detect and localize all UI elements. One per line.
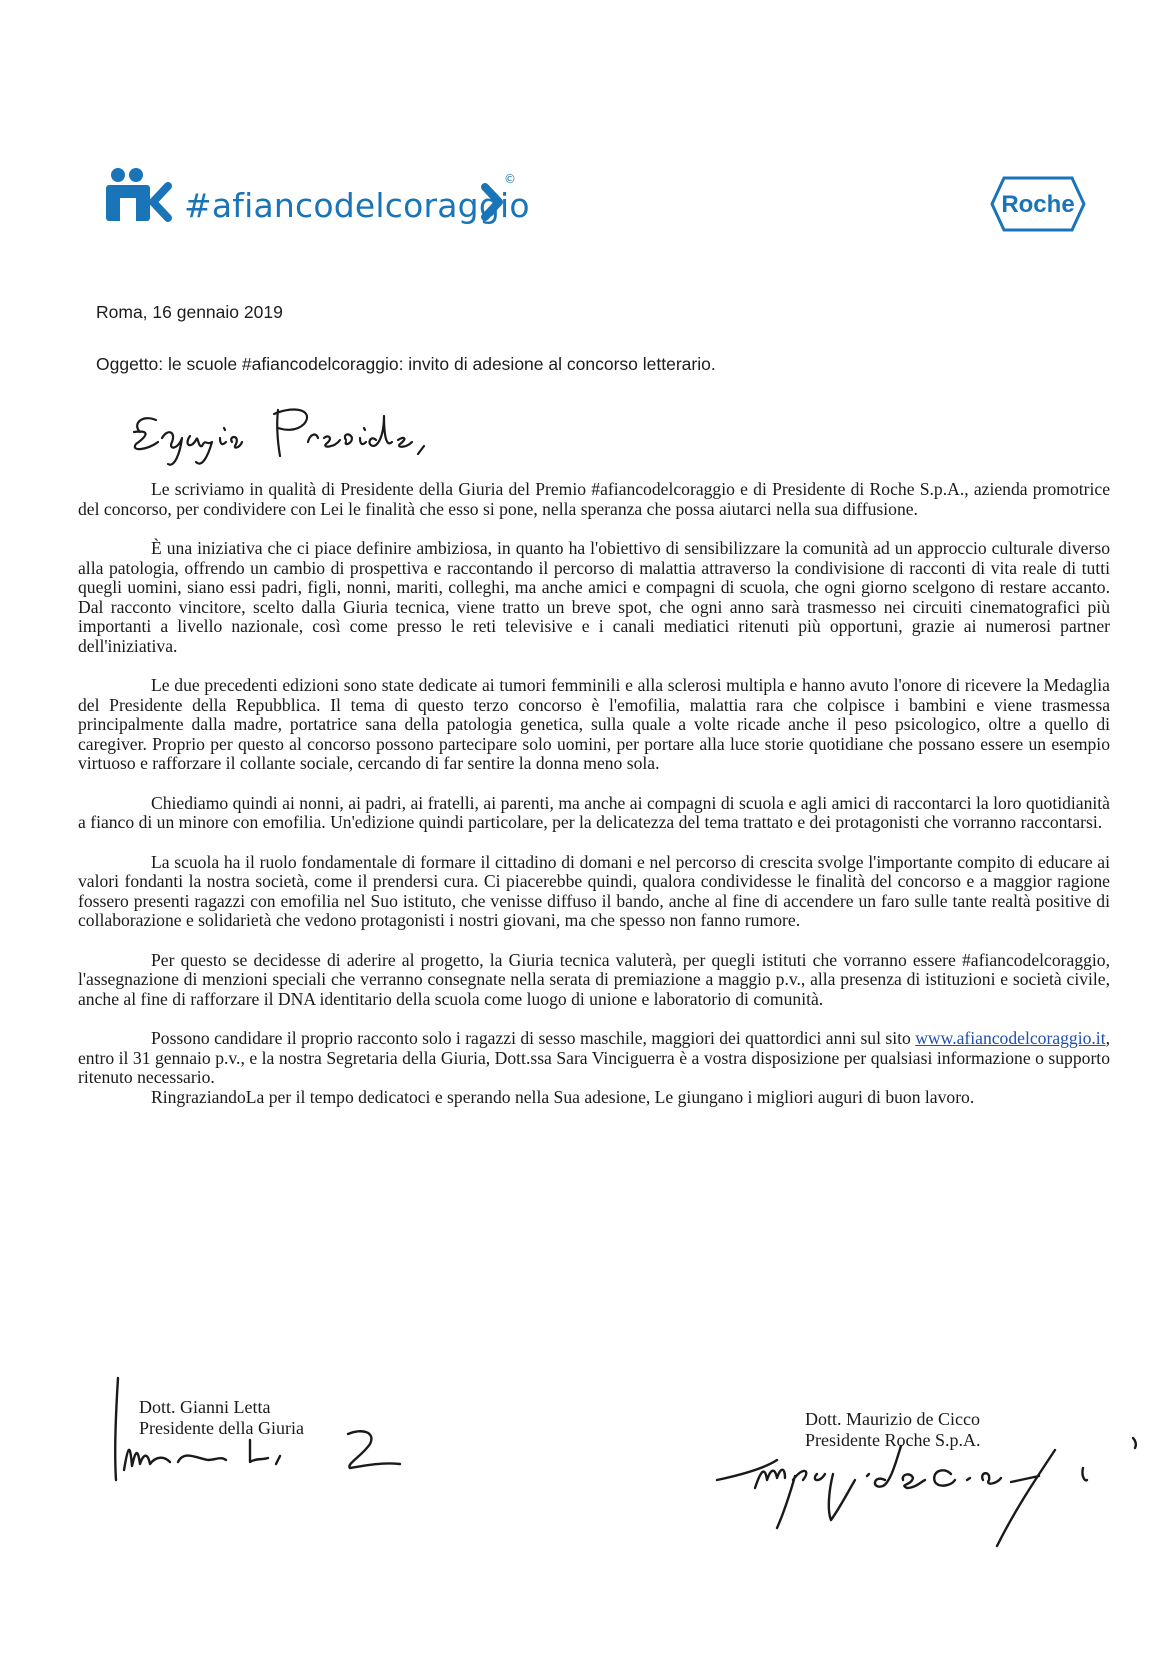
people-icon xyxy=(106,168,186,228)
place-date: Roma, 16 gennaio 2019 xyxy=(96,302,283,322)
paragraph-7 xyxy=(78,1029,1110,1088)
signature-left-handwritten xyxy=(100,1370,420,1490)
handwritten-salutation xyxy=(128,398,448,472)
signer-left-name: Dott. Gianni Letta xyxy=(139,1397,271,1417)
paragraph-4: Chiediamo quindi ai nonni, ai padri, ai fratelli, ai parenti, ma anche ai compagni di scuola e agli amici di raccontarci la loro quotidianità a fianco di un minore con emofilia. Un'edizione quindi particolare, per la delicatezza del tema trattato e dei protagonisti che vorranno raccontarsi. xyxy=(78,792,1110,832)
paragraph-5: La scuola ha il ruolo fondamentale di formare il cittadino di domani e nel percorso di crescita svolge l'importante compito di educare ai valori fondanti la nostra società, come il prendersi cura. Ci piacerebbe quindi, qualora condividesse le finalità del concorso e a maggior ragione fossero presenti ragazzi con emofilia nel Suo istituto, che venisse diffuso il bando, anche al fine di accendere un faro sulle tante realtà positive di collaborazione e solidarietà che vedono protagonisti i nostri giovani, ma che spesso non fanno rumore. xyxy=(78,851,1110,930)
signature-right-handwritten xyxy=(715,1410,1165,1570)
letter-body xyxy=(78,480,1110,1127)
website-link[interactable]: www.afiancodelcoraggio.it xyxy=(915,1028,1106,1048)
copyright-mark: © xyxy=(504,172,516,186)
paragraph-2: È una iniziativa che ci piace definire ambiziosa, in quanto ha l'obiettivo di sensibilizzare la comunità ad un approccio culturale diverso alla patologia, offrendo un cambio di prospettiva e raccontando il percorso di malattia attraverso la condivisione di racconti di vita reale di tutti quegli uomini, siano essi padri, figli, nonni, mariti, colleghi, ma anche amici e compagni di scuola, che ogni giorno scelgono di restare accanto. Dal racconto vincitore, scelto dalla Giuria tecnica, viene tratto un breve spot, che ogni anno sarà trasmesso nei circuiti cinematografici più importanti a livello nazionale, così come presso le reti televisive e i canali mediatici ritenuti più opportuni, grazie ai numerosi partner dell'iniziativa. xyxy=(78,538,1110,656)
paragraph-8: RingraziandoLa per il tempo dedicatoci e sperando nella Sua adesione, Le giungano i migliori auguri di buon lavoro. xyxy=(151,1086,975,1107)
signer-left-title: Presidente della Giuria xyxy=(139,1418,304,1438)
chevron-right-icon xyxy=(480,182,504,222)
paragraph-7-text-a: Possono candidare il proprio racconto solo i ragazzi di sesso maschile, maggiori dei quattordici anni sul sito xyxy=(151,1028,916,1048)
subject-line: Oggetto: le scuole #afiancodelcoraggio: invito di adesione al concorso letterario. xyxy=(96,354,716,374)
signer-right-title: Presidente Roche S.p.A. xyxy=(805,1430,981,1450)
logo-wordmark: #afiancodelcoraggio xyxy=(184,186,530,225)
afiancodelcoraggio-logo xyxy=(106,168,530,248)
signer-right-name: Dott. Maurizio de Cicco xyxy=(805,1409,980,1429)
paragraph-1: Le scriviamo in qualità di Presidente della Giuria del Premio #afiancodelcoraggio e di Presidente di Roche S.p.A., azienda promotrice del concorso, per condividere con Lei le finalità che esso si pone, nella speranza che possa aiutarci nella sua diffusione. xyxy=(78,479,1110,519)
paragraph-6: Per questo se decidesse di aderire al progetto, la Giuria tecnica valuterà, per quegli istituti che vorranno essere #afiancodelcoraggio, l'assegnazione di menzioni speciali che verranno consegnate nella serata di premiazione a maggio p.v., alla presenza di istituzioni e società civile, anche al fine di rafforzare il DNA identitario della scuola come luogo di unione e laboratorio di comunità. xyxy=(78,949,1110,1009)
roche-logo xyxy=(990,174,1086,234)
paragraph-7-text-b: , entro il 31 gennaio p.v., e la nostra Segretaria della Giuria, Dott.ssa Sara Vinciguerra è a vostra disposizione per qualsiasi informazione o supporto ritenuto necessario. xyxy=(78,1028,1110,1087)
paragraph-3: Le due precedenti edizioni sono state dedicate ai tumori femminili e alla sclerosi multipla e hanno avuto l'onore di ricevere la Medaglia del Presidente della Repubblica. Il tema di questo terzo concorso è l'emofilia, malattia rara che colpisce i bambini e viene trasmessa principalmente dalla madre, portatrice sana della patologia genetica, sulla quale a volte ricade anche il peso psicologico, oltre a quello di caregiver. Proprio per questo al concorso possono partecipare solo uomini, per portare alla luce storie quotidiane che possano essere un esempio virtuoso e rafforzare il collante sociale, cercando di far sentire la donna meno sola. xyxy=(78,675,1110,773)
roche-logo-text: Roche xyxy=(1001,191,1075,218)
